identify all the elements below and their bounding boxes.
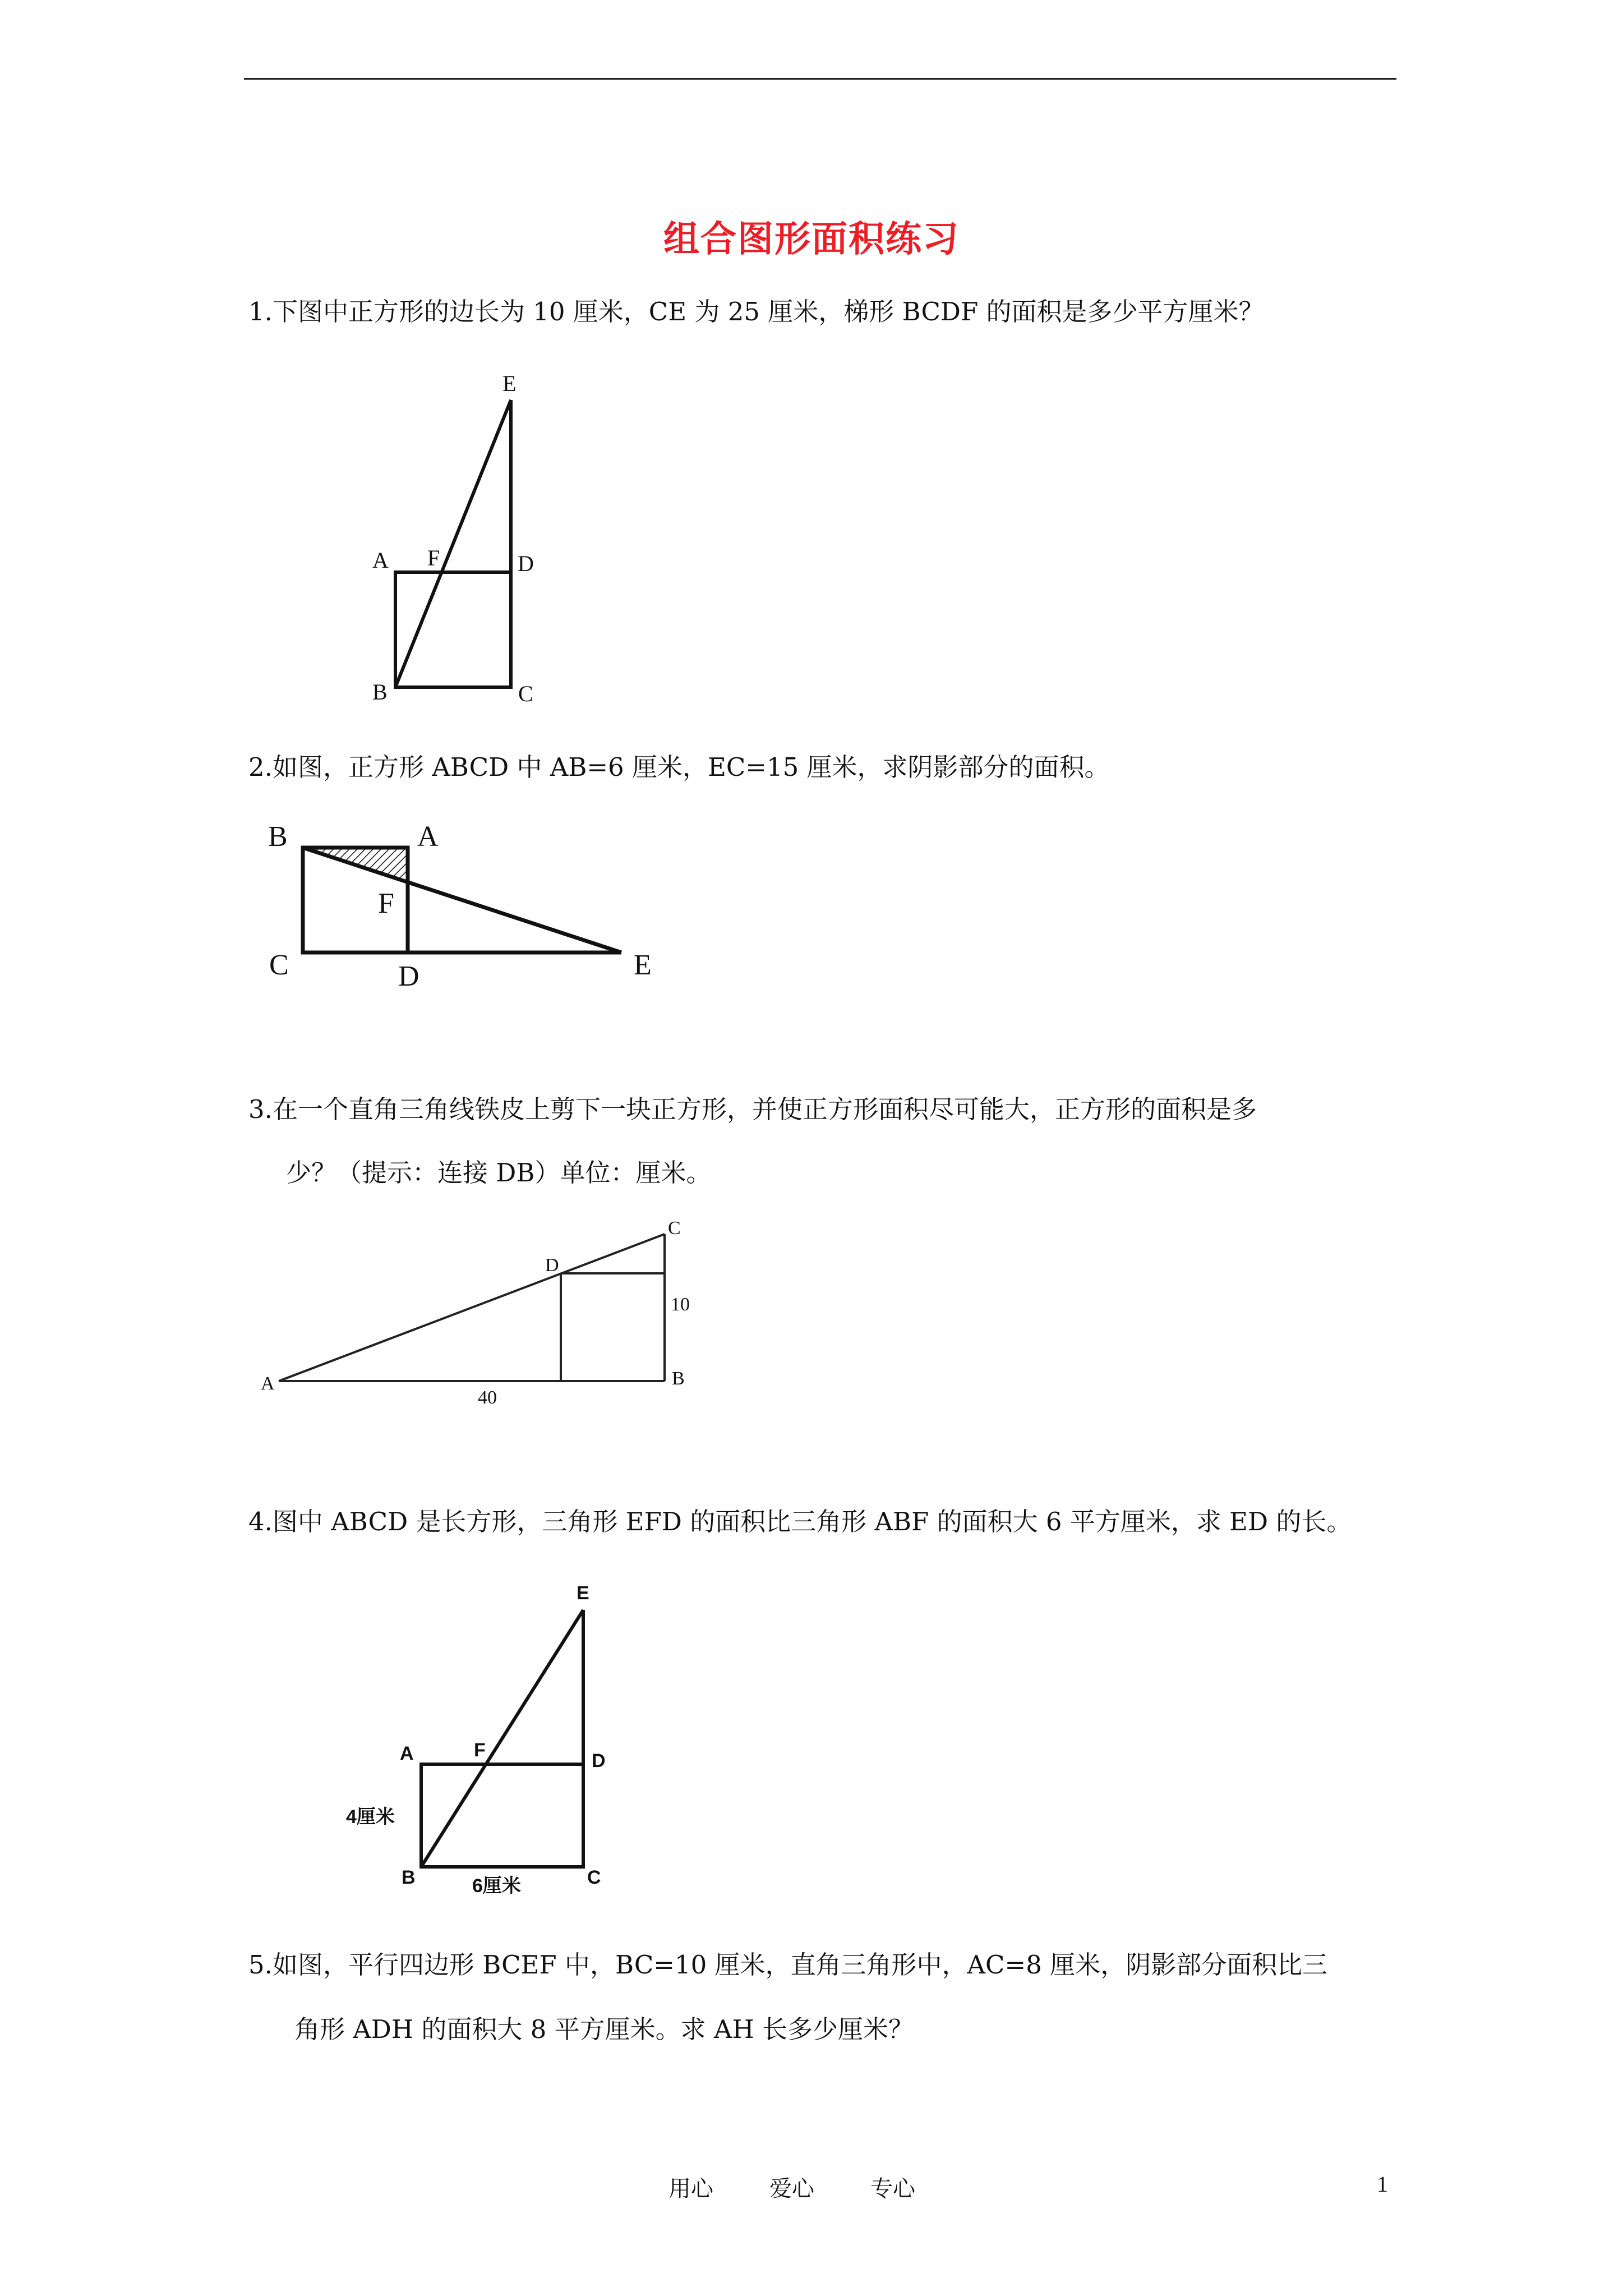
footer-item: 用心 — [668, 2176, 713, 2202]
question-number: 4. — [248, 1507, 273, 1536]
fig4-dim-height: 4厘米 — [346, 1806, 395, 1828]
fig1-label-e: E — [502, 371, 517, 396]
fig2-label-b: B — [268, 821, 288, 853]
fig3-label-d: D — [545, 1255, 559, 1276]
fig3-dim-bc: 10 — [671, 1294, 690, 1315]
footer-item: 专心 — [870, 2176, 915, 2202]
fig4-segment-be — [421, 1610, 583, 1867]
fig3-label-b: B — [672, 1368, 685, 1389]
question-number: 3. — [248, 1094, 273, 1124]
page-title: 组合图形面积练习 — [663, 218, 960, 260]
fig1-label-a: A — [372, 547, 389, 573]
question-number: 1. — [248, 297, 273, 326]
fig4-rectangle — [421, 1764, 583, 1867]
fig2-label-f: F — [378, 887, 394, 919]
fig4-label-b: B — [402, 1867, 416, 1888]
question-text-line-1: 在一个直角三角线铁皮上剪下一块正方形，并使正方形面积尽可能大，正方形的面积是多 — [272, 1094, 1257, 1124]
question-number: 5. — [248, 1950, 273, 1980]
fig2-label-e: E — [634, 949, 652, 981]
fig4-dim-width: 6厘米 — [472, 1875, 521, 1897]
fig4-label-e: E — [577, 1582, 589, 1604]
question-5 — [248, 1950, 1328, 1980]
question-text: 如图，正方形 ABCD 中 AB=6 厘米，EC=15 厘米，求阴影部分的面积。 — [272, 752, 1110, 782]
fig2-label-d: D — [398, 960, 419, 992]
fig4-label-f: F — [474, 1740, 486, 1761]
question-text-line-1: 如图，平行四边形 BCEF 中，BC=10 厘米，直角三角形中，AC=8 厘米，阴影部分面积比三 — [272, 1950, 1328, 1980]
fig4-label-c: C — [587, 1867, 601, 1888]
fig1-label-b: B — [372, 679, 388, 705]
question-text: 图中 ABCD 是长方形，三角形 EFD 的面积比三角形 ABF 的面积大 6 平方厘米，求 ED 的长。 — [272, 1507, 1352, 1536]
question-3-continuation: 少？（提示：连接 DB）单位：厘米。 — [286, 1158, 712, 1188]
fig1-label-c: C — [518, 681, 533, 706]
fig4-label-d: D — [592, 1750, 606, 1772]
fig2-label-c: C — [269, 949, 289, 981]
fig3-dim-ab: 40 — [478, 1387, 497, 1408]
question-number: 2. — [248, 752, 273, 782]
fig4-label-a: A — [400, 1743, 414, 1764]
question-5-continuation: 角形 ADH 的面积大 8 平方厘米。求 AH 长多少厘米？ — [294, 2014, 914, 2044]
fig1-label-d: D — [518, 551, 534, 576]
fig2-label-a: A — [417, 821, 439, 853]
page-number: 1 — [1377, 2171, 1388, 2197]
fig3-label-a: A — [261, 1373, 275, 1394]
footer-item: 爱心 — [769, 2176, 814, 2202]
fig1-label-f: F — [427, 545, 440, 570]
question-text: 下图中正方形的边长为 10 厘米，CE 为 25 厘米，梯形 BCDF 的面积是多少平方厘米？ — [272, 297, 1264, 326]
fig3-label-c: C — [668, 1218, 681, 1239]
